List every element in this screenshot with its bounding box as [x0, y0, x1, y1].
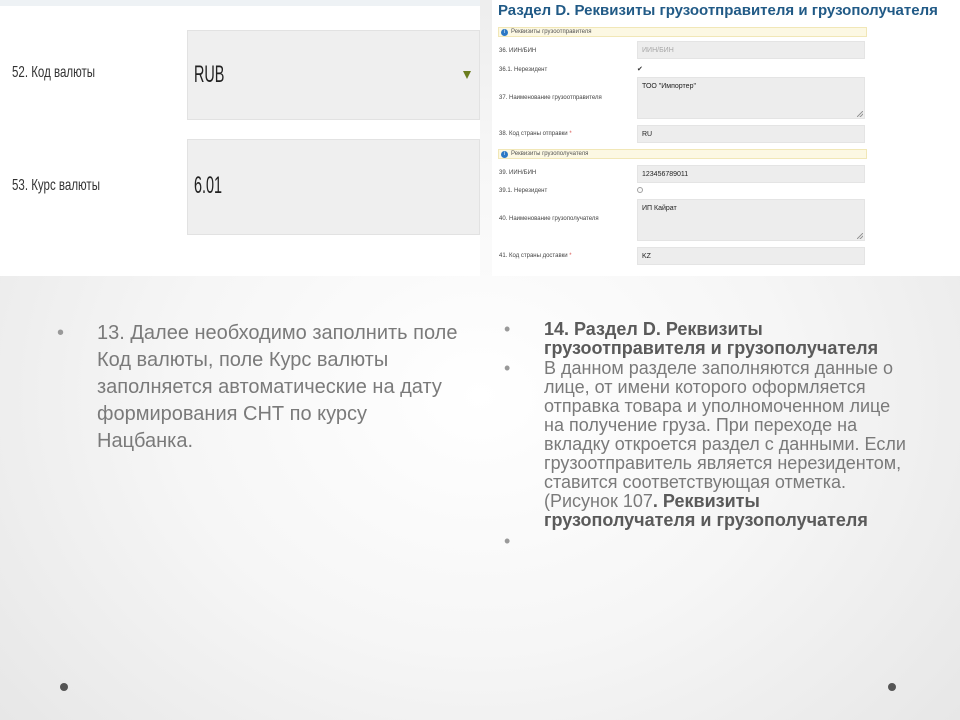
shipper-name-textarea[interactable]: [637, 77, 865, 119]
bullet-13: [57, 320, 467, 455]
bullet-14: [504, 320, 914, 358]
chevron-down-icon[interactable]: [463, 71, 471, 79]
bullet-icon: •: [504, 531, 511, 551]
shipper-section-bar[interactable]: [498, 27, 867, 37]
currency-code-label: 52. Код валюты: [12, 64, 96, 81]
consignee-section-label: Реквизиты грузополучателя: [511, 151, 589, 157]
shipper-nonresident-checkbox[interactable]: ✔: [637, 66, 643, 73]
exchange-rate-field: [187, 139, 480, 235]
consignee-name-textarea[interactable]: [637, 199, 865, 241]
shipper-iin-input[interactable]: ИИН/БИН: [637, 41, 865, 59]
consignee-name-value: ИП Кайрат: [642, 205, 677, 212]
bullet-icon: •: [504, 358, 511, 378]
currency-screenshot: [0, 0, 480, 276]
step-14-heading: 14. Раздел D. Реквизиты грузоотправителя и грузополучателя: [544, 319, 879, 358]
top-strip: [0, 0, 480, 6]
currency-code-select[interactable]: [187, 30, 480, 120]
delivery-country-input[interactable]: KZ: [637, 247, 865, 265]
field-36-label: 36. ИИН/БИН: [499, 48, 537, 54]
decor-dot-left: [60, 683, 68, 691]
section-d-screenshot: [492, 0, 960, 276]
resize-grip-icon[interactable]: [857, 233, 863, 239]
right-text-column: [504, 320, 914, 550]
field-41-label: 41. Код страны доставки *: [499, 253, 572, 259]
step-13-text: 13. Далее необходимо заполнить поле Код валюты, поле Курс валюты заполняется автоматические на дату формирования СНТ по курсу Нацбанка.: [97, 322, 458, 452]
field-38-label: 38. Код страны отправки *: [499, 131, 572, 137]
bullet-empty: [504, 530, 914, 550]
currency-code-value: RUB: [194, 61, 225, 88]
info-icon: i: [501, 151, 508, 158]
resize-grip-icon[interactable]: [857, 111, 863, 117]
consignee-section-bar[interactable]: [498, 149, 867, 159]
consignee-iin-input[interactable]: 123456789011: [637, 165, 865, 183]
left-text-column: [57, 320, 467, 455]
bullet-icon: •: [57, 322, 65, 344]
bullet-icon: •: [504, 319, 511, 339]
field-39-1-label: 39.1. Нерезидент: [499, 188, 548, 194]
consignee-nonresident-checkbox[interactable]: [637, 187, 643, 193]
dispatch-country-input[interactable]: RU: [637, 125, 865, 143]
section-title: Раздел D. Реквизиты грузоотправителя и грузополучателя: [498, 2, 938, 19]
exchange-rate-value: 6.01: [194, 172, 223, 199]
exchange-rate-label: 53. Курс валюты: [12, 177, 100, 194]
decor-dot-right: [888, 683, 896, 691]
info-icon: i: [501, 29, 508, 36]
field-40-label: 40. Наименование грузополучателя: [499, 216, 599, 222]
shipper-name-value: ТОО "Импортер": [642, 83, 696, 90]
field-39-label: 39. ИИН/БИН: [499, 170, 537, 176]
shipper-section-label: Реквизиты грузоотправителя: [511, 29, 592, 35]
field-36-1-label: 36.1. Нерезидент: [499, 67, 548, 73]
field-37-label: 37. Наименование грузоотправителя: [499, 95, 602, 101]
figure-caption: . Реквизиты грузополучателя и грузополучателя: [544, 491, 868, 530]
description-text: В данном разделе заполняются данные о лице, от имени которого оформляется отправка товара и уполномоченном лице на получение груза. При переходе на вкладку откроется раздел с данными. Если грузоотправитель является нерезидентом, ставится соответствующая отметка. (Рисунок 107: [544, 358, 906, 511]
bullet-description: [504, 359, 914, 530]
